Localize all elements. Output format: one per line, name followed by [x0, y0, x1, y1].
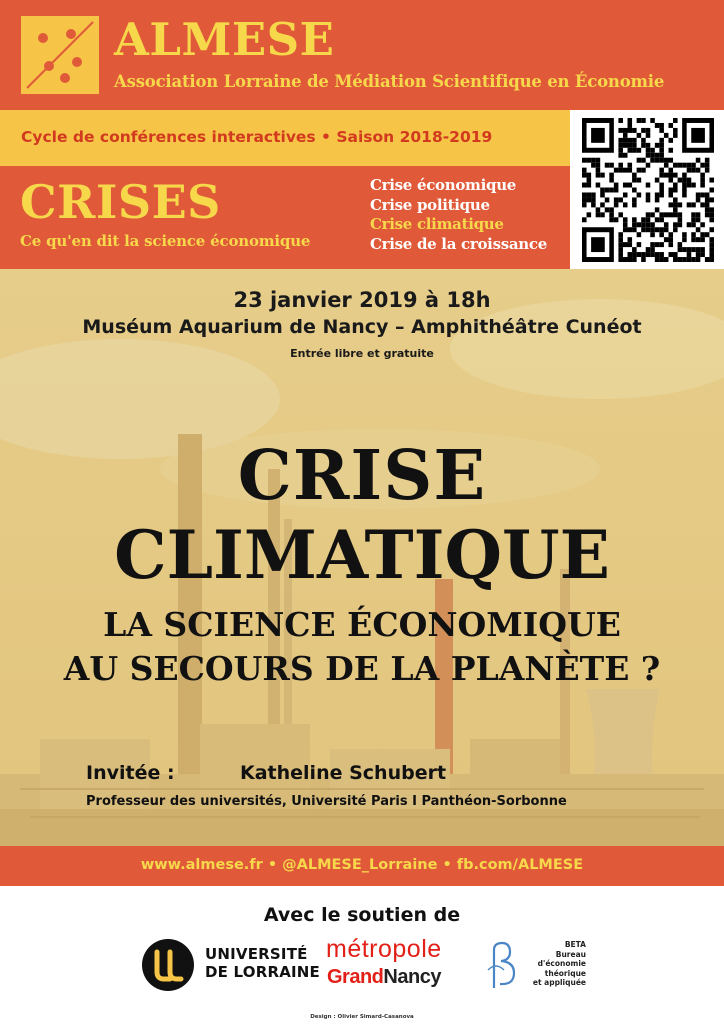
metropole-nancy: Nancy [383, 966, 441, 988]
universite-lorraine-logo-icon [142, 939, 194, 991]
crises-list-item: Crise de la croissance [370, 234, 547, 253]
sponsors-heading: Avec le soutien de [263, 904, 461, 926]
metropole-grand: Grand [327, 966, 384, 988]
crises-list [370, 176, 547, 254]
qr-container [570, 110, 724, 269]
talk-subtitle-line2: AU SECOURS DE LA PLANÈTE ? [63, 649, 661, 688]
crises-list-item-highlighted: Crise climatique [370, 215, 504, 233]
event-date: 23 janvier 2019 à 18h [233, 288, 491, 312]
beta-line: BETA [564, 940, 586, 949]
beta-text [524, 940, 586, 988]
universite-lorraine-text [205, 945, 320, 981]
metropole-line1: métropole [326, 935, 442, 963]
ul-line1: UNIVERSITÉ [205, 945, 308, 963]
talk-title-line1: CRISE [237, 436, 487, 516]
social-links[interactable]: www.almese.fr • @ALMESE_Lorraine • fb.com/ALMESE [140, 857, 584, 873]
invitee-role: Professeur des universités, Université Paris I Panthéon-Sorbonne [86, 794, 567, 809]
design-credit: Design : Olivier Simard-Casanova [310, 1014, 414, 1020]
event-entry: Entrée libre et gratuite [290, 347, 434, 360]
cycle-label: Cycle de conférences interactives • Saison 2018-2019 [21, 128, 493, 146]
ul-line2: DE LORRAINE [205, 963, 320, 981]
brand-title: ALMESE [114, 13, 335, 66]
metropole-line2 [327, 966, 441, 989]
talk-title-line2: CLIMATIQUE [114, 516, 610, 594]
invitee-label: Invitée : [86, 762, 175, 784]
beta-line: Bureau [555, 949, 586, 959]
brand-subtitle: Association Lorraine de Médiation Scientifique en Économie [114, 72, 665, 91]
crises-list-item: Crise économique [370, 176, 517, 194]
crises-title: CRISES [20, 175, 221, 229]
crises-band [0, 166, 570, 269]
event-venue: Muséum Aquarium de Nancy – Amphithéâtre Cunéot [82, 316, 642, 338]
links-band [0, 846, 724, 886]
dice-logo-icon [21, 16, 99, 94]
qr-code-icon[interactable] [582, 118, 714, 262]
cycle-band [0, 110, 570, 166]
beta-line: et appliquée [532, 978, 586, 987]
beta-line: d'économie [537, 959, 586, 968]
beta-line: théorique [544, 968, 586, 978]
invitee-name: Katheline Schubert [240, 762, 447, 784]
beta-logo-icon [484, 940, 520, 990]
crises-subtitle: Ce qu'en dit la science économique [20, 232, 311, 250]
talk-subtitle-line1: LA SCIENCE ÉCONOMIQUE [103, 605, 621, 644]
crises-list-item: Crise politique [370, 195, 490, 214]
header-band [0, 0, 724, 110]
